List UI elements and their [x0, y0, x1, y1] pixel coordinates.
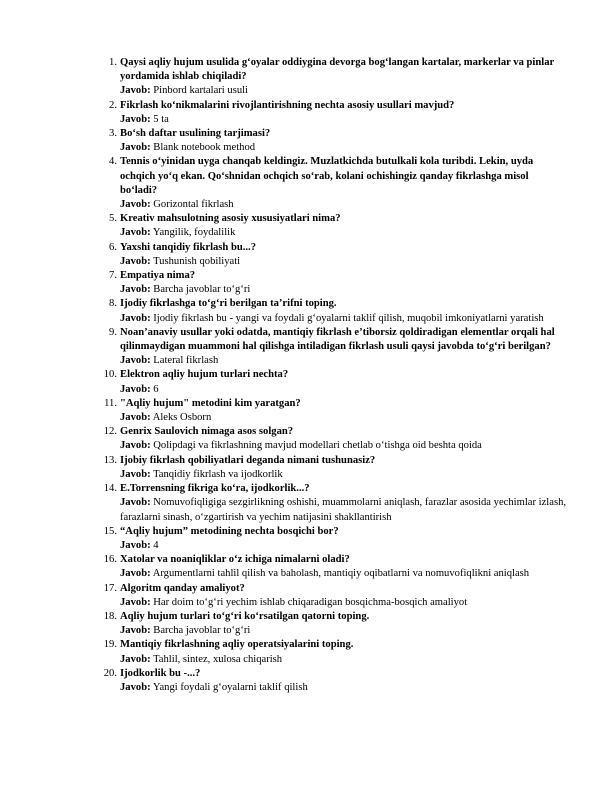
question-text: Yaxshi tanqidiy fikrlash bu...? — [120, 241, 257, 253]
answer-line — [120, 198, 568, 212]
item-number: 8. — [109, 298, 117, 310]
answer-label: Javob: — [120, 199, 151, 211]
question-text: Ijodkorlik bu -...? — [120, 667, 201, 679]
question-text: Bo‘sh daftar usulining tarjimasi? — [120, 128, 271, 140]
question-text: “Aqliy hujum” metodining nechta bosqichi bor? — [120, 525, 339, 537]
answer-line — [120, 113, 568, 127]
answer-text: Har doim to‘g‘ri yechim ishlab chiqaradigan bosqichma-bosqich amaliyot — [153, 596, 468, 608]
answer-line — [120, 439, 568, 453]
item-number: 3. — [109, 128, 117, 140]
question-text: Aqliy hujum turlari to‘g‘ri ko‘rsatilgan qatorni toping. — [120, 610, 370, 622]
answer-text: 4 — [153, 539, 159, 551]
answer-text: Nomuvofiqligiga sezgirlikning oshishi, muammolarni aniqlash, farazlar asosida yechimlar izlash, farazlarni sinash, o‘zgartirish va yechim natijasini shakllantirish — [120, 497, 567, 523]
item-number: 7. — [109, 270, 117, 282]
answer-line — [120, 84, 568, 98]
list-item — [0, 525, 612, 553]
answer-label: Javob: — [120, 625, 151, 637]
answer-line — [120, 567, 568, 581]
list-item — [0, 667, 612, 695]
answer-text: 6 — [153, 383, 159, 395]
list-item — [0, 326, 612, 369]
answer-text: Barcha javoblar to‘g‘ri — [153, 284, 251, 296]
answer-text: Gorizontal fikrlash — [153, 199, 234, 211]
answer-label: Javob: — [120, 355, 151, 367]
item-number: 6. — [109, 241, 117, 253]
list-item — [0, 269, 612, 297]
question-text: Tennis o‘yinidan uyga chanqab keldingiz. Muzlatkichda butulkali kola turibdi. Lekin, uyda ochqich yo‘q ekan. Qo‘shnidan ochqich so‘rab, kolani ochishingiz qanday fikrlashga misol bo‘ladi? — [120, 156, 534, 196]
item-number: 16. — [103, 554, 117, 566]
list-item — [0, 553, 612, 581]
answer-label: Javob: — [120, 312, 151, 324]
question-text: Algoritm qanday amaliyot? — [120, 582, 245, 594]
answer-line — [120, 411, 568, 425]
answer-text: Tanqidiy fikrlash va ijodkorlik — [153, 468, 283, 480]
answer-label: Javob: — [120, 653, 151, 665]
list-item — [0, 297, 612, 325]
item-number: 12. — [103, 426, 117, 438]
answer-label: Javob: — [120, 596, 151, 608]
question-text: Ijodiy fikrlashga to‘g‘ri berilgan ta’rifni toping. — [120, 298, 337, 310]
answer-label: Javob: — [120, 227, 151, 239]
item-number: 4. — [109, 156, 117, 168]
item-number: 5. — [109, 213, 117, 225]
answer-line — [120, 141, 568, 155]
answer-text: Tushunish qobiliyati — [153, 255, 241, 267]
answer-text: 5 ta — [153, 113, 169, 125]
answer-line — [120, 496, 568, 524]
item-number: 17. — [103, 582, 117, 594]
answer-label: Javob: — [120, 440, 151, 452]
item-number: 14. — [103, 483, 117, 495]
list-item — [0, 155, 612, 212]
question-text: Genrix Saulovich nimaga asos solgan? — [120, 426, 294, 438]
list-item — [0, 241, 612, 269]
list-item — [0, 582, 612, 610]
answer-line — [120, 624, 568, 638]
question-text: E.Torrensning fikriga ko‘ra, ijodkorlik...? — [120, 483, 310, 495]
item-number: 9. — [109, 326, 117, 338]
item-number: 10. — [103, 369, 117, 381]
answer-line — [120, 681, 568, 695]
list-item — [0, 425, 612, 453]
question-text: Xatolar va noaniqliklar o‘z ichiga nimalarni oladi? — [120, 554, 350, 566]
item-number: 19. — [103, 639, 117, 651]
question-text: Qaysi aqliy hujum usulida g‘oyalar oddiygina devorga bog‘langan kartalar, markerlar va pinlar yordamida ishlab chiqiladi? — [120, 57, 555, 83]
answer-text: Blank notebook method — [153, 142, 256, 154]
answer-text: Qolipdagi va fikrlashning mavjud modellari chetlab o‘tishga oid beshta qoida — [153, 440, 482, 452]
list-item — [0, 212, 612, 240]
question-text: "Aqliy hujum" metodini kim yaratgan? — [120, 397, 301, 409]
answer-label: Javob: — [120, 85, 151, 97]
answer-label: Javob: — [120, 468, 151, 480]
answer-label: Javob: — [120, 142, 151, 154]
item-number: 2. — [109, 99, 117, 111]
item-number: 20. — [103, 667, 117, 679]
item-number: 13. — [103, 454, 117, 466]
answer-text: Tahlil, sintez, xulosa chiqarish — [153, 653, 283, 665]
answer-label: Javob: — [120, 255, 151, 267]
list-item — [0, 368, 612, 396]
answer-text: Aleks Osborn — [152, 412, 212, 424]
answer-text: Pinbord kartalari usuli — [153, 85, 249, 97]
answer-label: Javob: — [120, 113, 151, 125]
item-number: 18. — [103, 610, 117, 622]
answer-label: Javob: — [120, 681, 151, 693]
answer-line — [120, 596, 568, 610]
answer-text: Yangilik, foydalilik — [152, 227, 236, 239]
answer-label: Javob: — [120, 412, 151, 424]
answer-label: Javob: — [120, 568, 151, 580]
question-text: Empatiya nima? — [120, 270, 196, 282]
answer-line — [120, 226, 568, 240]
answer-label: Javob: — [120, 539, 151, 551]
answer-label: Javob: — [120, 383, 151, 395]
list-item — [0, 99, 612, 127]
list-item — [0, 127, 612, 155]
answer-line — [120, 312, 568, 326]
answer-text: Lateral fikrlash — [153, 355, 219, 367]
list-item — [0, 397, 612, 425]
answer-line — [120, 283, 568, 297]
question-text: Fikrlash ko‘nikmalarini rivojlantirishning nechta asosiy usullari mavjud? — [120, 99, 455, 111]
list-item — [0, 454, 612, 482]
question-text: Elektron aqliy hujum turlari nechta? — [120, 369, 289, 381]
answer-label: Javob: — [120, 497, 151, 509]
answer-text: Barcha javoblar to‘g‘ri — [153, 625, 251, 637]
list-item — [0, 56, 612, 99]
answer-label: Javob: — [120, 284, 151, 296]
item-number: 11. — [104, 397, 117, 409]
question-text: Noan’anaviy usullar yoki odatda, mantiqiy fikrlash e’tiborsiz qoldiradigan elementlar orqali hal qilinmaydigan muammoni hal qilishga intiladigan fikrlash usuli qaysi javobda to‘g‘ri berilgan? — [120, 326, 555, 353]
item-number: 15. — [103, 525, 117, 537]
answer-text: Argumentlarni tahlil qilish va baholash, mantiqiy oqibatlarni va nomuvofiqlikni aniqlash — [152, 568, 530, 580]
question-text: Mantiqiy fikrlashning aqliy operatsiyalarini toping. — [120, 639, 354, 651]
question-text: Kreativ mahsulotning asosiy xususiyatlari nima? — [120, 213, 341, 225]
answer-line — [120, 354, 568, 368]
answer-text: Yangi foydali g‘oyalarni taklif qilish — [152, 681, 308, 693]
item-number: 1. — [109, 57, 117, 68]
answer-line — [120, 653, 568, 667]
list-item — [0, 610, 612, 638]
answer-line — [120, 383, 568, 397]
question-text: Ijobiy fikrlash qobiliyatlari deganda nimani tushunasiz? — [120, 454, 376, 466]
answer-text: Ijodiy fikrlash bu - yangi va foydali g‘oyalarni taklif qilish, muqobil imkoniyatlarni yaratish — [153, 312, 544, 324]
answer-line — [120, 255, 568, 269]
answer-line — [120, 468, 568, 482]
question-answer-list — [0, 56, 612, 695]
answer-line — [120, 539, 568, 553]
list-item — [0, 638, 612, 666]
list-item — [0, 482, 612, 525]
